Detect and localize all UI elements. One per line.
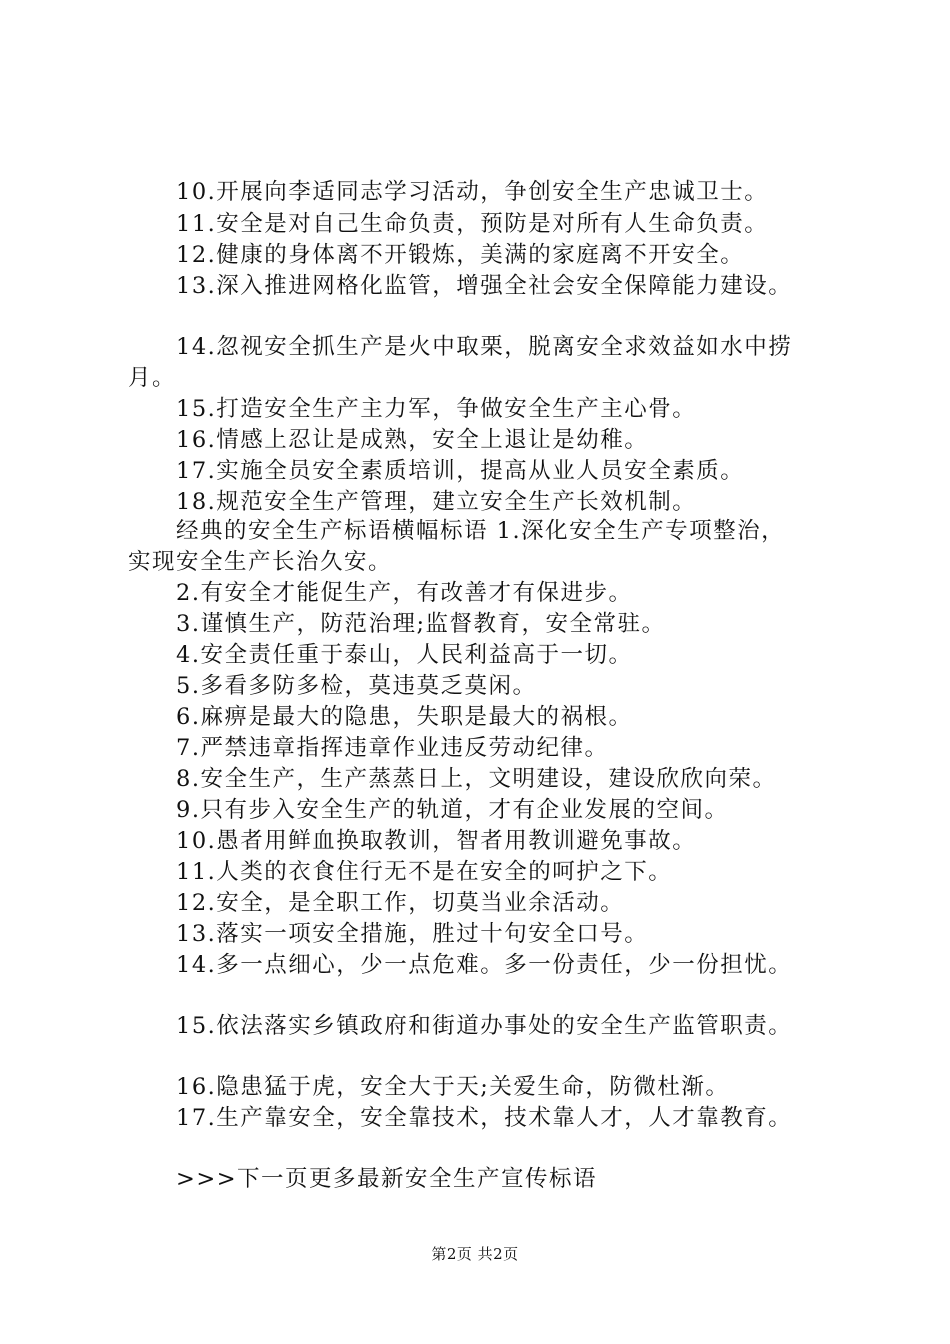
text-line: 13.深入推进网格化监管，增强全社会安全保障能力建设。 <box>176 273 793 299</box>
text-line: 15.依法落实乡镇政府和街道办事处的安全生产监管职责。 <box>176 1013 793 1039</box>
text-line: 经典的安全生产标语横幅标语 1.深化安全生产专项整治， <box>176 518 786 544</box>
text-line: 6.麻痹是最大的隐患，失职是最大的祸根。 <box>176 704 633 730</box>
text-line: 12.健康的身体离不开锻炼，美满的家庭离不开安全。 <box>176 242 745 268</box>
text-line: 10.开展向李适同志学习活动，争创安全生产忠诚卫士。 <box>176 179 769 205</box>
text-line: 4.安全责任重于泰山，人民利益高于一切。 <box>176 642 633 668</box>
text-line: 14.忽视安全抓生产是火中取栗，脱离安全求效益如水中捞 <box>176 334 793 360</box>
text-line: 5.多看多防多检，莫违莫乏莫闲。 <box>176 673 537 699</box>
text-line: 12.安全，是全职工作，切莫当业余活动。 <box>176 890 625 916</box>
text-line: 17.生产靠安全，安全靠技术，技术靠人才，人才靠教育。 <box>176 1105 793 1131</box>
text-line: 11.人类的衣食住行无不是在安全的呵护之下。 <box>176 859 673 885</box>
text-line: 3.谨慎生产，防范治理;监督教育，安全常驻。 <box>176 611 666 637</box>
text-line: 16.情感上忍让是成熟，安全上退让是幼稚。 <box>176 427 649 453</box>
text-line: 11.安全是对自己生命负责，预防是对所有人生命负责。 <box>176 211 769 237</box>
text-line: 16.隐患猛于虎，安全大于天;关爱生命，防微杜渐。 <box>176 1074 730 1100</box>
text-line: 14.多一点细心，少一点危难。多一份责任，少一份担忧。 <box>176 952 793 978</box>
text-line: 13.落实一项安全措施，胜过十句安全口号。 <box>176 921 649 947</box>
text-line: 15.打造安全生产主力军，争做安全生产主心骨。 <box>176 396 697 422</box>
text-line: 17.实施全员安全素质培训，提高从业人员安全素质。 <box>176 458 745 484</box>
page-footer: 第2页 共2页 <box>431 1245 519 1263</box>
text-line: 18.规范安全生产管理，建立安全生产长效机制。 <box>176 489 697 515</box>
text-line: 10.愚者用鲜血换取教训，智者用教训避免事故。 <box>176 828 697 854</box>
text-line: 9.只有步入安全生产的轨道，才有企业发展的空间。 <box>176 797 729 823</box>
text-line-continuation: 实现安全生产长治久安。 <box>128 549 393 575</box>
text-line: 8.安全生产，生产蒸蒸日上，文明建设，建设欣欣向荣。 <box>176 766 777 792</box>
text-line: 7.严禁违章指挥违章作业违反劳动纪律。 <box>176 735 609 761</box>
next-page-link[interactable]: >>>下一页更多最新安全生产宣传标语 <box>176 1166 598 1192</box>
text-line: 2.有安全才能促生产，有改善才有保进步。 <box>176 580 633 606</box>
text-line-continuation: 月。 <box>128 365 177 391</box>
